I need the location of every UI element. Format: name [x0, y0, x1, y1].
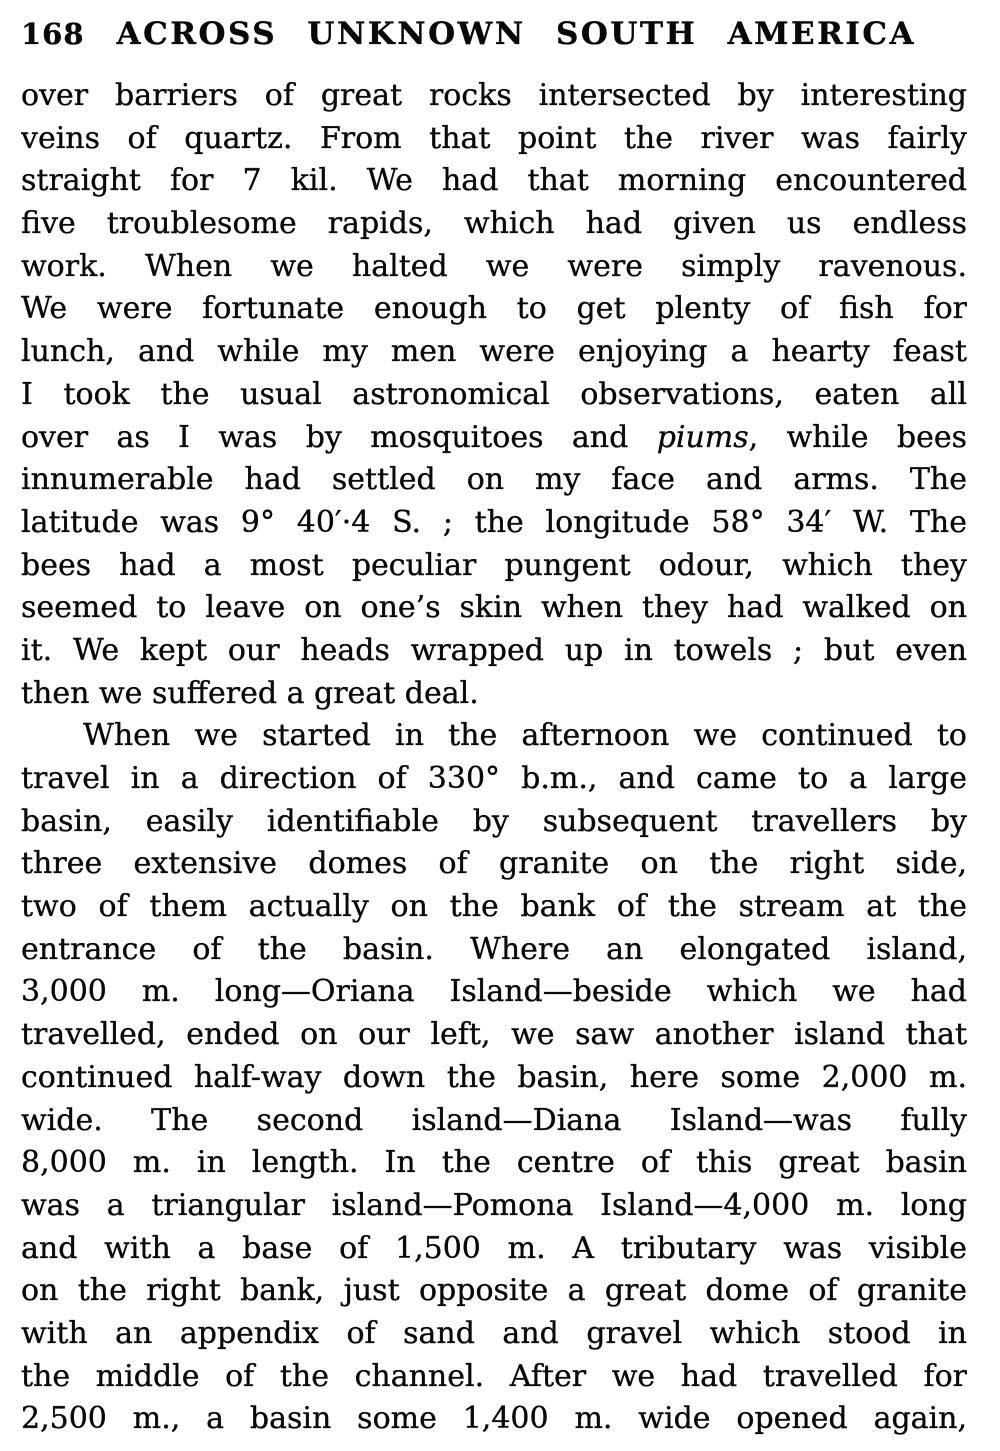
text-line: wide. The second island—Diana Island—was fully	[21, 1102, 967, 1138]
paragraph-1	[21, 75, 967, 715]
text-line: with an appendix of sand and gravel which stood in	[21, 1315, 967, 1351]
text-line: I took the usual astronomical observations, eaten all	[21, 376, 967, 412]
text-line: continued half-way down the basin, here some 2,000 m.	[21, 1059, 967, 1095]
text-line-with-italic	[21, 417, 967, 460]
text-line: 8,000 m. in length. In the centre of this great basin	[21, 1145, 967, 1181]
text-line: was a triangular island—Pomona Island—4,000 m. long	[21, 1187, 967, 1223]
text-line: 3,000 m. long—Oriana Island—beside which we had	[21, 974, 967, 1010]
page-header	[21, 16, 967, 52]
text-line: lunch, and while my men were enjoying a hearty feast	[21, 334, 967, 370]
page-body	[21, 75, 967, 1441]
text-line: on the right bank, just opposite a great dome of granite	[21, 1273, 967, 1309]
text-line: bees had a most peculiar pungent odour, which they	[21, 547, 967, 583]
text-line: We were fortunate enough to get plenty of fish for	[21, 291, 967, 327]
text-segment: over as I was by mosquitoes and	[21, 419, 657, 455]
text-line: When we started in the afternoon we continued to	[83, 718, 967, 754]
running-title: ACROSS UNKNOWN SOUTH AMERICA	[116, 16, 917, 52]
text-line: it. We kept our heads wrapped up in towels ; but even	[21, 632, 967, 668]
text-line: over barriers of great rocks intersected by interesting	[21, 78, 967, 113]
text-line: five troublesome rapids, which had given us endless	[21, 206, 967, 242]
text-line: three extensive domes of granite on the right side,	[21, 846, 967, 882]
text-line: entrance of the basin. Where an elongated island,	[21, 931, 967, 967]
page-number: 168	[21, 17, 85, 51]
text-line: and with a base of 1,500 m. A tributary was visible	[21, 1230, 967, 1266]
text-line: 2,500 m., a basin some 1,400 m. wide opened again,	[21, 1401, 967, 1437]
text-line: straight for 7 kil. We had that morning encountered	[21, 163, 967, 199]
text-line: seemed to leave on one’s skin when they had walked on	[21, 590, 967, 626]
text-line: latitude was 9° 40′·4 S. ; the longitude 58° 34′ W. The	[21, 504, 967, 540]
text-line: veins of quartz. From that point the river was fairly	[21, 120, 967, 156]
text-line: then we suffered a great deal.	[21, 675, 479, 711]
text-line: work. When we halted we were simply ravenous.	[21, 248, 967, 284]
text-line: two of them actually on the bank of the stream at the	[21, 889, 967, 925]
text-line: the middle of the channel. After we had travelled for	[21, 1358, 967, 1394]
text-line: innumerable had settled on my face and arms. The	[21, 462, 967, 498]
text-line: travelled, ended on our left, we saw another island that	[21, 1017, 967, 1053]
text-line: travel in a direction of 330° b.m., and came to a large	[21, 761, 967, 796]
paragraph-2	[21, 715, 967, 1441]
text-segment: , while bees	[748, 419, 967, 455]
italic-word: piums	[656, 419, 749, 455]
text-line: basin, easily identifiable by subsequent travellers by	[21, 803, 967, 839]
